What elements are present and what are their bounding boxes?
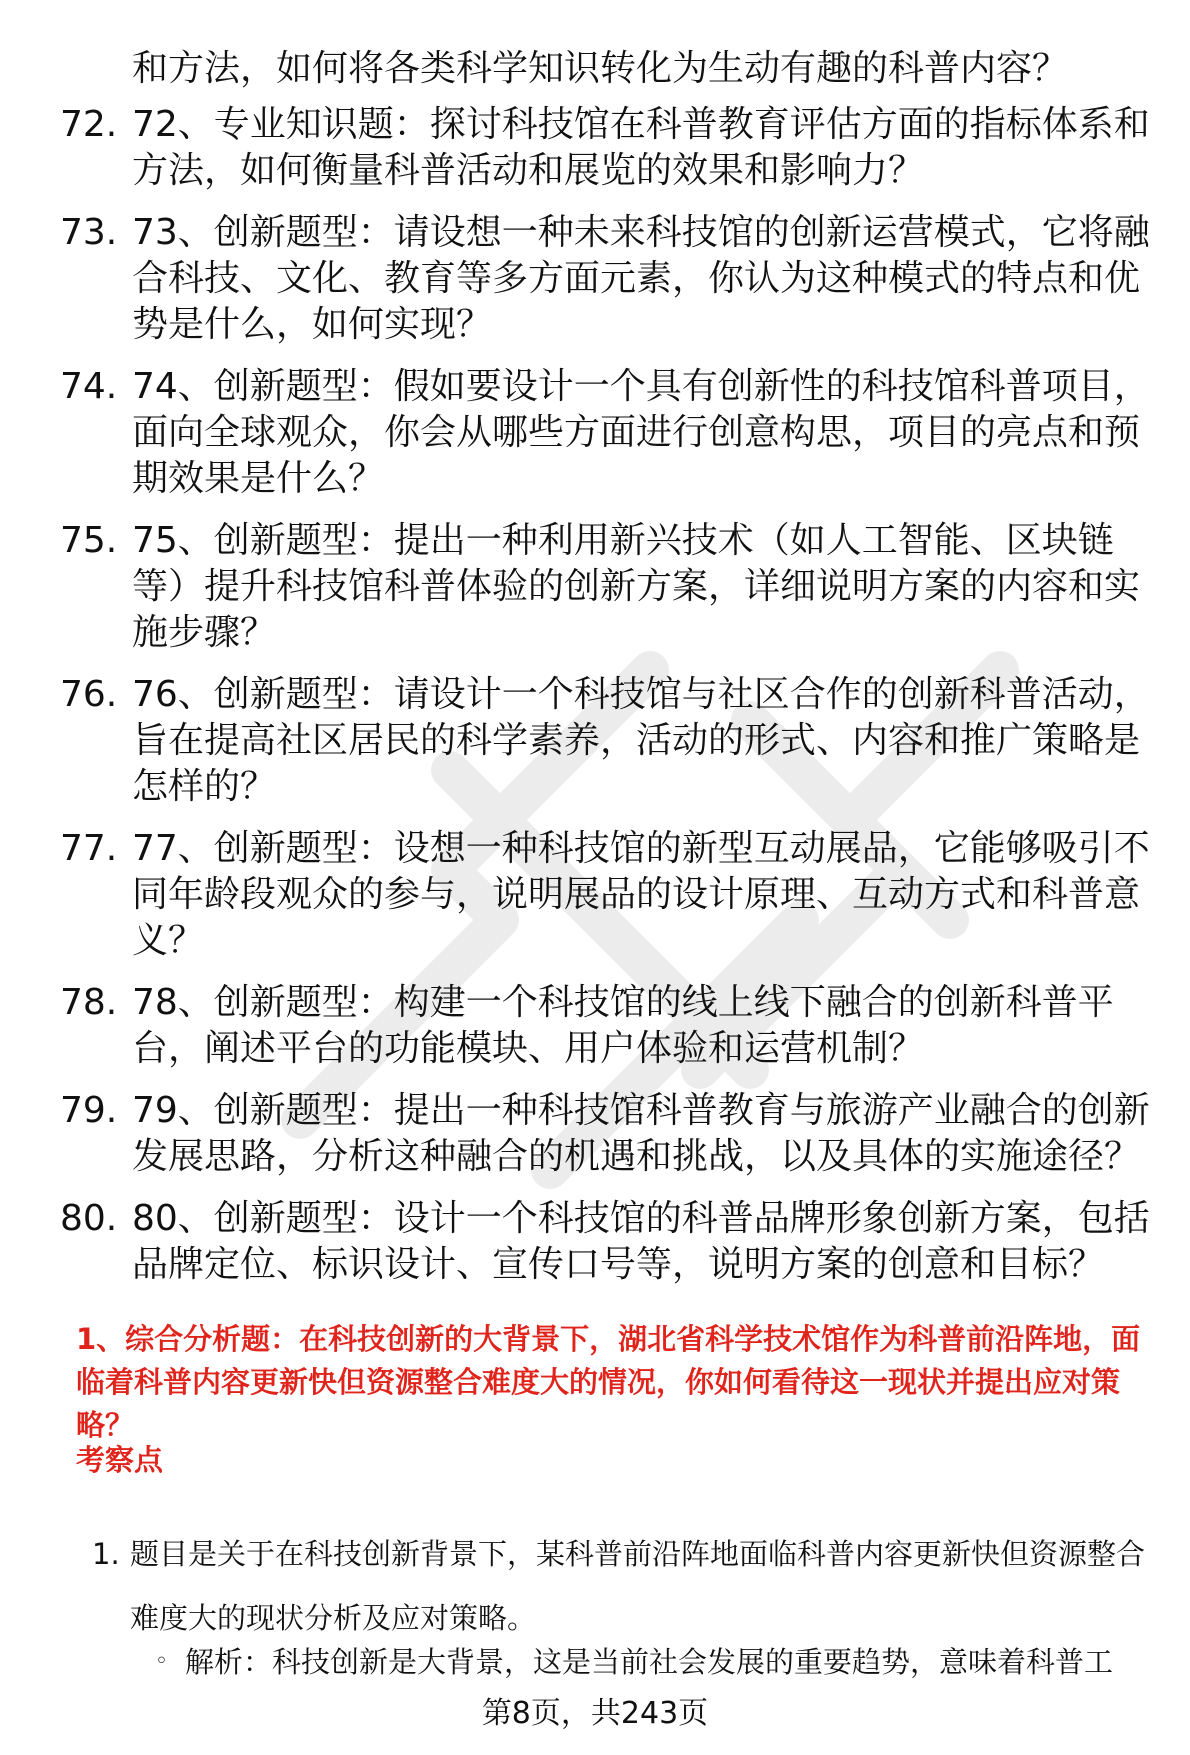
question-list [60,102,1160,1304]
item-text: 72、专业知识题：探讨科技馆在科普教育评估方面的指标体系和方法，如何衡量科普活动和展览的效果和影响力？ [132,104,1150,191]
list-item [60,826,1160,964]
item-text: 76、创新题型：请设计一个科技馆与社区合作的创新科普活动，旨在提高社区居民的科学素养，活动的形式、内容和推广策略是怎样的？ [132,674,1150,807]
list-item [60,1088,1160,1180]
item-text: 78、创新题型：构建一个科技馆的线上线下融合的创新科普平台，阐述平台的功能模块、用户体验和运营机制？ [132,982,1114,1069]
item-number: 74. [60,366,118,407]
item-text: 79、创新题型：提出一种科技馆科普教育与旅游产业融合的创新发展思路，分析这种融合的机遇和挑战，以及具体的实施途径？ [132,1090,1150,1177]
item-text: 77、创新题型：设想一种科技馆的新型互动展品，它能够吸引不同年龄段观众的参与，说明展品的设计原理、互动方式和科普意义？ [132,828,1150,961]
item-number: 77. [60,828,118,869]
sub-point-text: 解析：科技创新是大背景，这是当前社会发展的重要趋势，意味着科普工 [185,1645,1114,1679]
section-heading: 考察点 [76,1443,164,1477]
list-item [60,364,1160,502]
point-text: 题目是关于在科技创新背景下，某科普前沿阵地面临科普内容更新快但资源整合难度大的现状分析及应对策略。 [130,1537,1146,1635]
item-text: 75、创新题型：提出一种利用新兴技术（如人工智能、区块链等）提升科技馆科普体验的创新方案，详细说明方案的内容和实施步骤？ [132,520,1141,653]
item-number: 75. [60,520,118,561]
analysis-question: 1、综合分析题：在科技创新的大背景下，湖北省科学技术馆作为科普前沿阵地，面临着科普内容更新快但资源整合难度大的情况，你如何看待这一现状并提出应对策略？ [76,1322,1141,1442]
item-number: 80. [60,1198,118,1239]
point-number: 1. [92,1537,120,1571]
numbered-point [92,1522,1162,1650]
item-number: 73. [60,212,118,253]
item-text: 73、创新题型：请设想一种未来科技馆的创新运营模式，它将融合科技、文化、教育等多方面元素，你认为这种模式的特点和优势是什么，如何实现？ [132,212,1150,345]
item-number: 79. [60,1090,118,1131]
list-item [60,1196,1160,1288]
item-number: 72. [60,104,118,145]
item-number: 76. [60,674,118,715]
page-footer: 第8页，共243页 [481,1696,709,1731]
item-number: 78. [60,982,118,1023]
item-text: 80、创新题型：设计一个科技馆的科普品牌形象创新方案，包括品牌定位、标识设计、宣传口号等，说明方案的创意和目标？ [132,1198,1150,1285]
list-item [60,102,1160,194]
list-item [60,518,1160,656]
list-item [60,672,1160,810]
sub-point [155,1640,1165,1684]
item-text: 74、创新题型：假如要设计一个具有创新性的科技馆科普项目，面向全球观众，你会从哪些方面进行创意构思，项目的亮点和预期效果是什么？ [132,366,1150,499]
continuation-text: 和方法，如何将各类科学知识转化为生动有趣的科普内容？ [132,48,1069,89]
list-item [60,980,1160,1072]
list-item [60,210,1160,348]
bullet-icon: ◦ [155,1649,168,1674]
